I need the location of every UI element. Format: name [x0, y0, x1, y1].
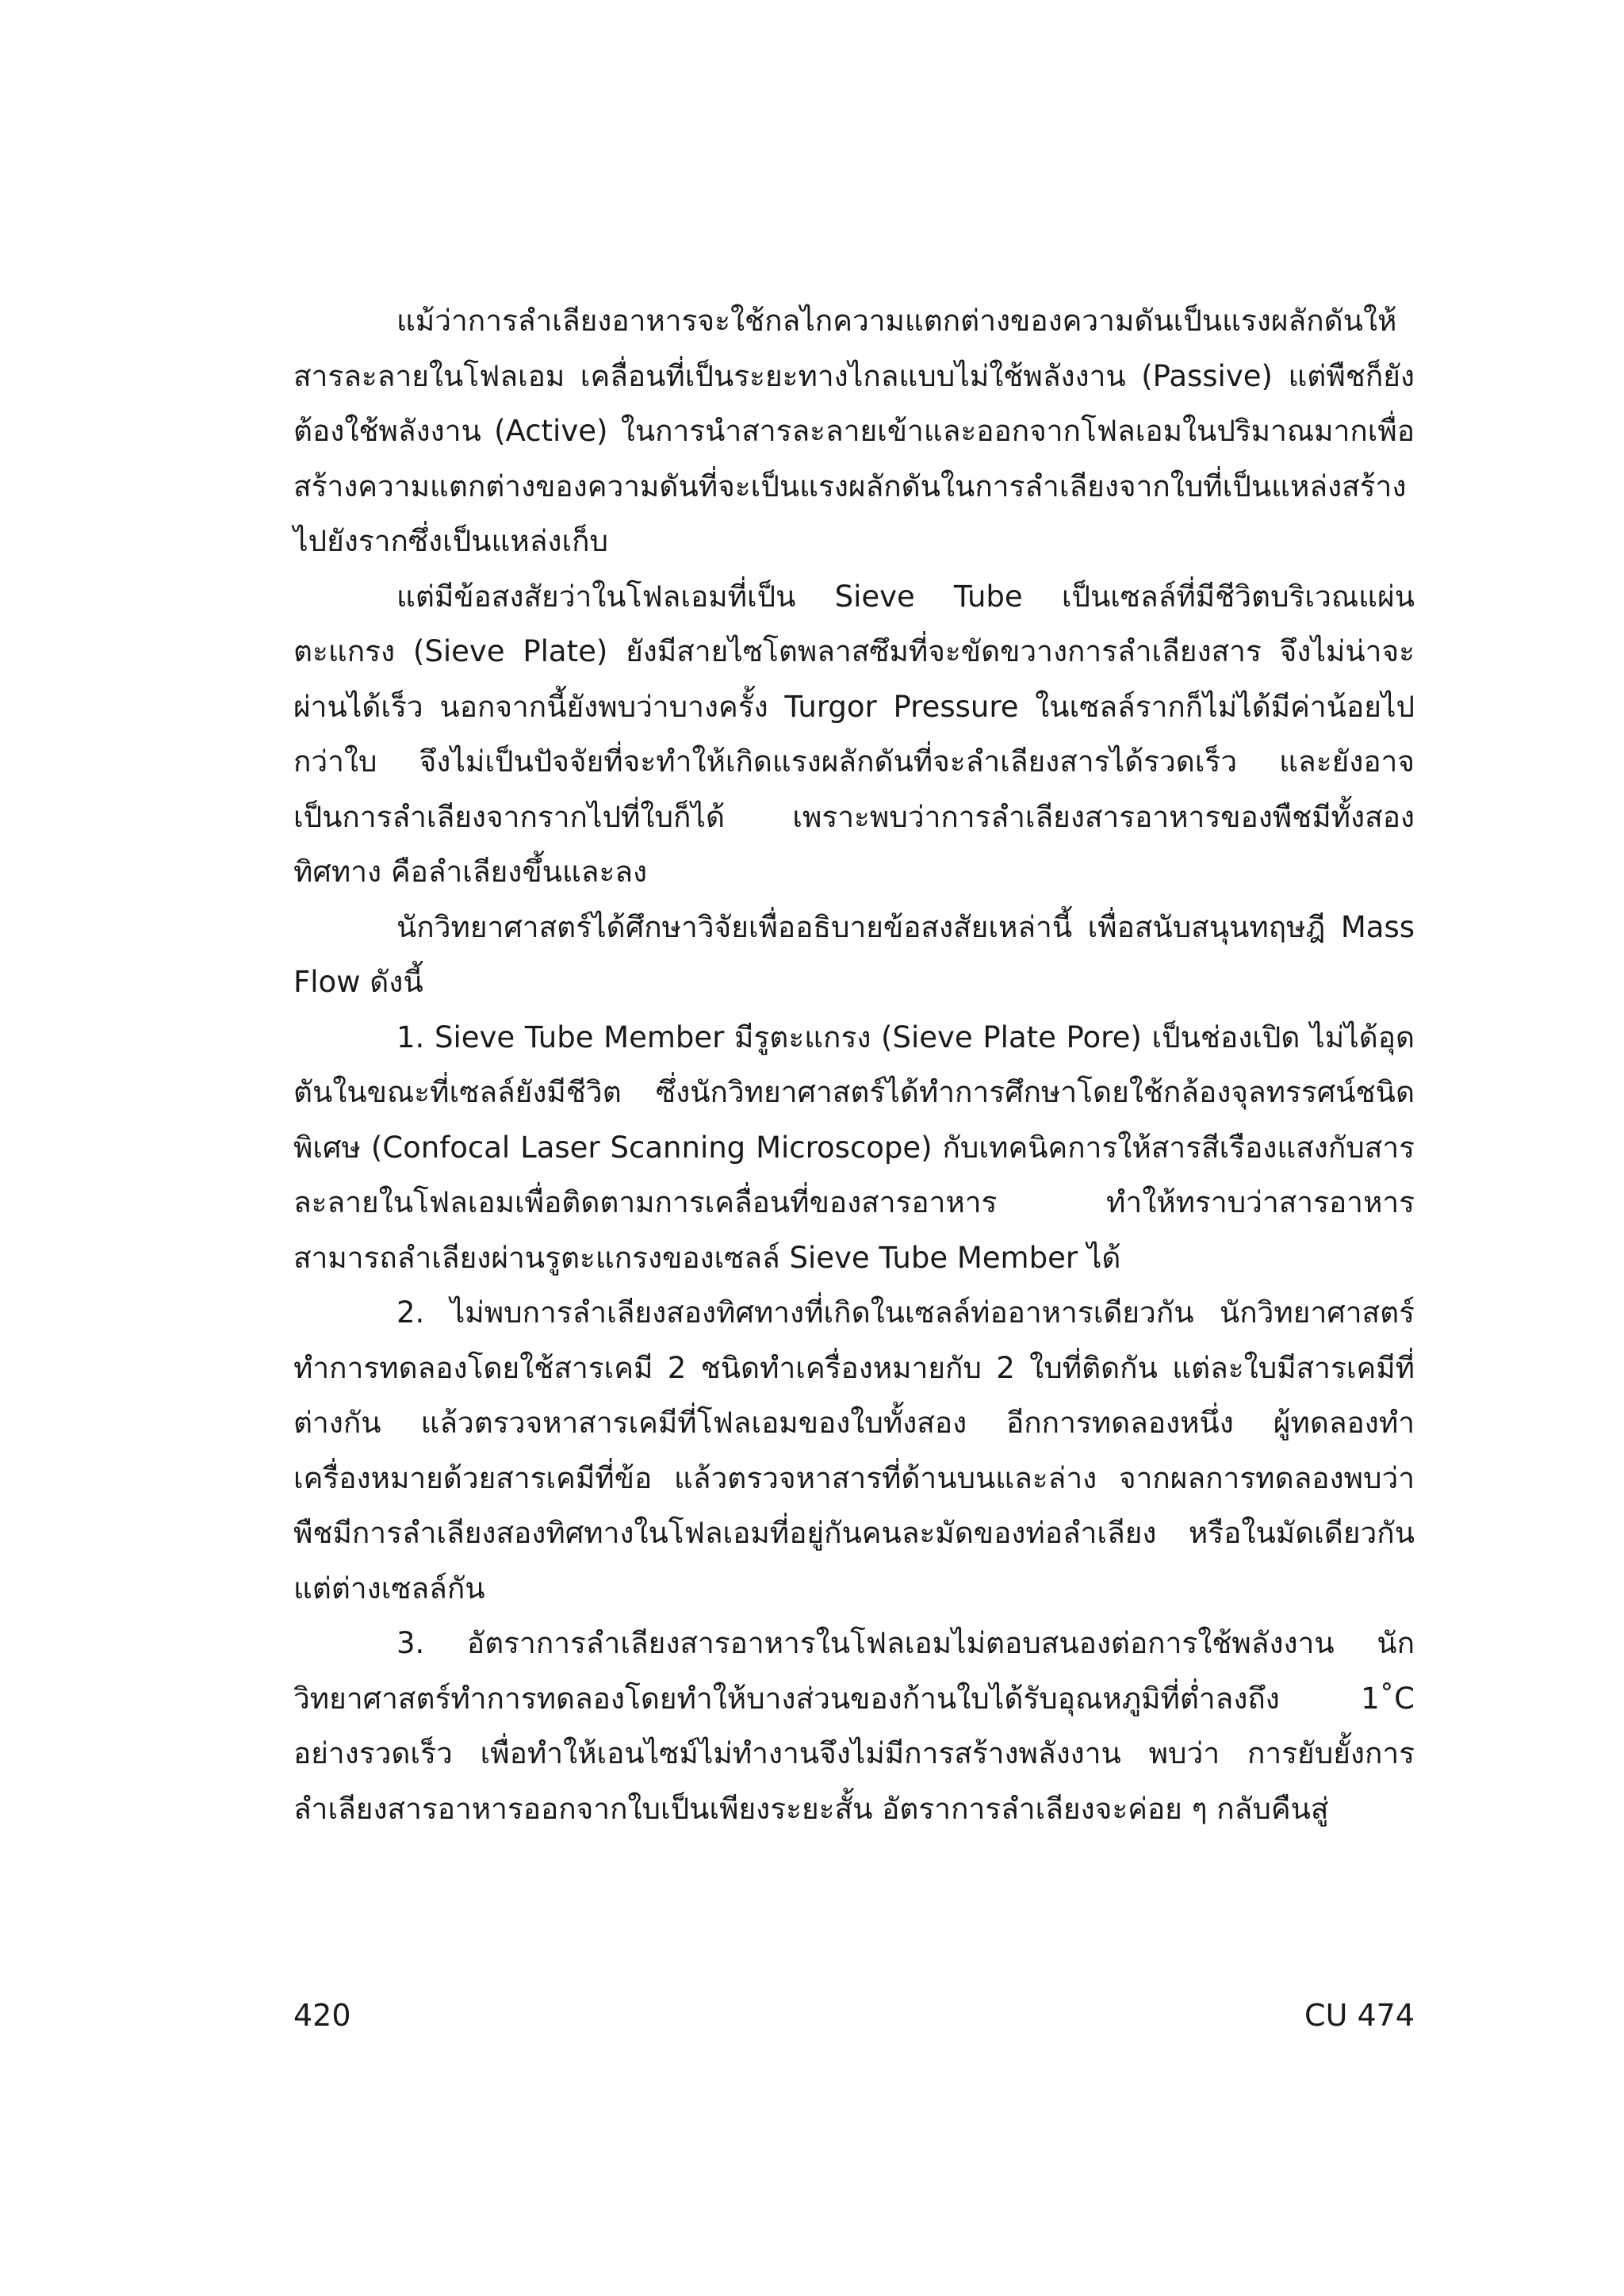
- course-code: CU 474: [1304, 1998, 1415, 2033]
- paragraph-sieve-tube-doubt: แต่มีข้อสงสัยว่าในโฟลเอมที่เป็น Sieve Tube เป็นเซลล์ที่มีชีวิตบริเวณแผ่นตะแกรง (Sieve Plate) ยังมีสายไซโตพลาสซึมที่จะขัดขวางการลำเลียงสาร จึงไม่น่าจะผ่านได้เร็ว นอกจากนี้ยังพบว่าบางครั้ง Turgor Pressure ในเซลล์รากก็ไม่ได้มีค่าน้อยไปกว่าใบ จึงไม่เป็นปัจจัยที่จะทำให้เกิดแรงผลักดันที่จะลำเลียงสารได้รวดเร็ว และยังอาจเป็นการลำเลียงจากรากไปที่ใบก็ได้ เพราะพบว่าการลำเลียงสารอาหารของพืชมีทั้งสองทิศทาง คือลำเลียงขึ้นและลง: [293, 579, 1415, 889]
- paragraph-point-3: 3. อัตราการลำเลียงสารอาหารในโฟลเอมไม่ตอบสนองต่อการใช้พลังงาน นักวิทยาศาสตร์ทำการทดลองโดยทำให้บางส่วนของก้านใบได้รับอุณหภูมิที่ต่ำลงถึง 1˚C อย่างรวดเร็ว เพื่อทำให้เอนไซม์ไม่ทำงานจึงไม่มีการสร้างพลังงาน พบว่า การยับยั้งการลำเลียงสารอาหารออกจากใบเป็นเพียงระยะสั้น อัตราการลำเลียงจะค่อย ๆ กลับคืนสู่: [293, 1626, 1415, 1826]
- page-number: 420: [293, 1998, 351, 2033]
- paragraph-point-1: 1. Sieve Tube Member มีรูตะแกรง (Sieve Plate Pore) เป็นช่องเปิด ไม่ได้อุดตันในขณะที่เซลล์ยังมีชีวิต ซึ่งนักวิทยาศาสตร์ได้ทำการศึกษาโดยใช้กล้องจุลทรรศน์ชนิดพิเศษ (Confocal Laser Scanning Microscope) กับเทคนิคการให้สารสีเรืองแสงกับสารละลายในโฟลเอมเพื่อติดตามการเคลื่อนที่ของสารอาหาร ทำให้ทราบว่าสารอาหารสามารถลำเลียงผ่านรูตะแกรงของเซลล์ Sieve Tube Member ได้: [293, 1020, 1415, 1275]
- paragraph-point-2: 2. ไม่พบการลำเลียงสองทิศทางที่เกิดในเซลล์ท่ออาหารเดียวกัน นักวิทยาศาสตร์ทำการทดลองโดยใช้สารเคมี 2 ชนิดทำเครื่องหมายกับ 2 ใบที่ติดกัน แต่ละใบมีสารเคมีที่ต่างกัน แล้วตรวจหาสารเคมีที่โฟลเอมของใบทั้งสอง อีกการทดลองหนึ่ง ผู้ทดลองทำเครื่องหมายด้วยสารเคมีที่ข้อ แล้วตรวจหาสารที่ด้านบนและล่าง จากผลการทดลองพบว่าพืชมีการลำเลียงสองทิศทางในโฟลเอมที่อยู่กันคนละมัดของท่อลำเลียง หรือในมัดเดียวกันแต่ต่างเซลล์กัน: [293, 1295, 1415, 1605]
- paragraph-mass-flow-intro: นักวิทยาศาสตร์ได้ศึกษาวิจัยเพื่ออธิบายข้อสงสัยเหล่านี้ เพื่อสนับสนุนทฤษฎี Mass Flow ดังนี้: [293, 909, 1415, 999]
- paragraph-passive-active: แม้ว่าการลำเลียงอาหารจะใช้กลไกความแตกต่างของความดันเป็นแรงผลักดันให้สารละลายในโฟลเอม เคลื่อนที่เป็นระยะทางไกลแบบไม่ใช้พลังงาน (Passive) แต่พืชก็ยังต้องใช้พลังงาน (Active) ในการนำสารละลายเข้าและออกจากโฟลเอมในปริมาณมากเพื่อสร้างความแตกต่างของความดันที่จะเป็นแรงผลักดันในการลำเลียงจากใบที่เป็นแหล่งสร้างไปยังรากซึ่งเป็นแหล่งเก็บ: [293, 304, 1415, 558]
- document-body: [293, 293, 1415, 1836]
